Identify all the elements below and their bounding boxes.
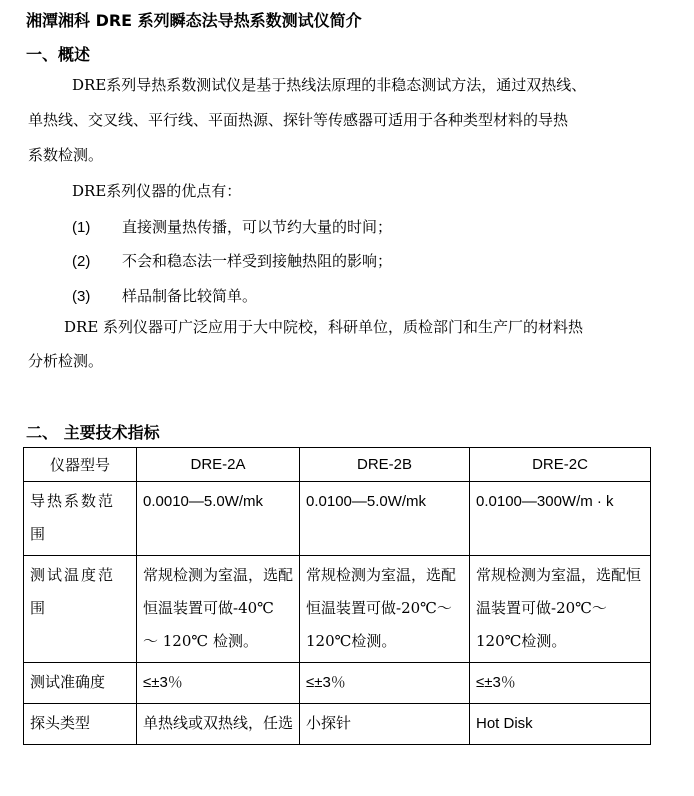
table-header-cell: 仪器型号 bbox=[24, 448, 137, 482]
advantage-text: 不会和稳态法一样受到接触热阻的影响； bbox=[122, 252, 393, 270]
intro-paragraph-line: 系数检测。 bbox=[28, 146, 104, 164]
table-cell: ≤±3％ bbox=[137, 663, 300, 704]
specs-table bbox=[23, 447, 651, 745]
document-title: 湘潭湘科 DRE 系列瞬态法导热系数测试仪简介 bbox=[26, 11, 362, 30]
advantage-item bbox=[72, 285, 257, 306]
advantage-number: (2) bbox=[72, 253, 91, 270]
row-label: 探头类型 bbox=[24, 704, 137, 745]
table-cell: 常规检测为室温，选配恒温装置可做-20℃～120℃检测。 bbox=[300, 556, 470, 663]
table-cell: 单热线或双热线，任选 bbox=[137, 704, 300, 745]
table-cell: 常规检测为室温，选配恒温装置可做-20℃～120℃检测。 bbox=[470, 556, 651, 663]
advantages-intro: DRE系列仪器的优点有： bbox=[72, 182, 242, 200]
table-row bbox=[24, 663, 651, 704]
table-cell: 常规检测为室温，选配恒温装置可做-40℃ ～ 120℃ 检测。 bbox=[137, 556, 300, 663]
intro-paragraph-line: DRE系列导热系数测试仪是基于热线法原理的非稳态测试方法，通过双热线、 bbox=[72, 76, 587, 94]
advantage-item bbox=[72, 250, 392, 271]
table-header-row bbox=[24, 448, 651, 482]
table-row bbox=[24, 556, 651, 663]
application-paragraph-line: DRE 系列仪器可广泛应用于大中院校，科研单位，质检部门和生产厂的材料热 bbox=[64, 318, 584, 336]
advantage-number: (1) bbox=[72, 219, 91, 236]
advantage-item bbox=[72, 216, 392, 237]
section-heading-overview: 一、概述 bbox=[26, 45, 91, 64]
advantage-text: 直接测量热传播，可以节约大量的时间； bbox=[122, 218, 393, 236]
application-paragraph-line: 分析检测。 bbox=[28, 352, 104, 370]
row-label: 测试温度范围 bbox=[24, 556, 137, 663]
advantage-text: 样品制备比较简单。 bbox=[122, 287, 258, 305]
table-cell: ≤±3％ bbox=[470, 663, 651, 704]
table-cell: Hot Disk bbox=[470, 704, 651, 745]
table-cell: 0.0100—5.0W/mk bbox=[300, 482, 470, 556]
table-row bbox=[24, 482, 651, 556]
table-row bbox=[24, 704, 651, 745]
section-heading-specs: 二、 主要技术指标 bbox=[26, 423, 160, 442]
table-cell: 0.0100—300W/m · k bbox=[470, 482, 651, 556]
row-label: 测试准确度 bbox=[24, 663, 137, 704]
table-header-cell: DRE-2A bbox=[137, 448, 300, 482]
table-header-cell: DRE-2C bbox=[470, 448, 651, 482]
table-cell: 小探针 bbox=[300, 704, 470, 745]
row-label: 导热系数范围 bbox=[24, 482, 137, 556]
advantage-number: (3) bbox=[72, 288, 91, 305]
table-header-cell: DRE-2B bbox=[300, 448, 470, 482]
intro-paragraph-line: 单热线、交叉线、平行线、平面热源、探针等传感器可适用于各种类型材料的导热 bbox=[28, 111, 569, 129]
table-cell: 0.0010—5.0W/mk bbox=[137, 482, 300, 556]
table-cell: ≤±3％ bbox=[300, 663, 470, 704]
